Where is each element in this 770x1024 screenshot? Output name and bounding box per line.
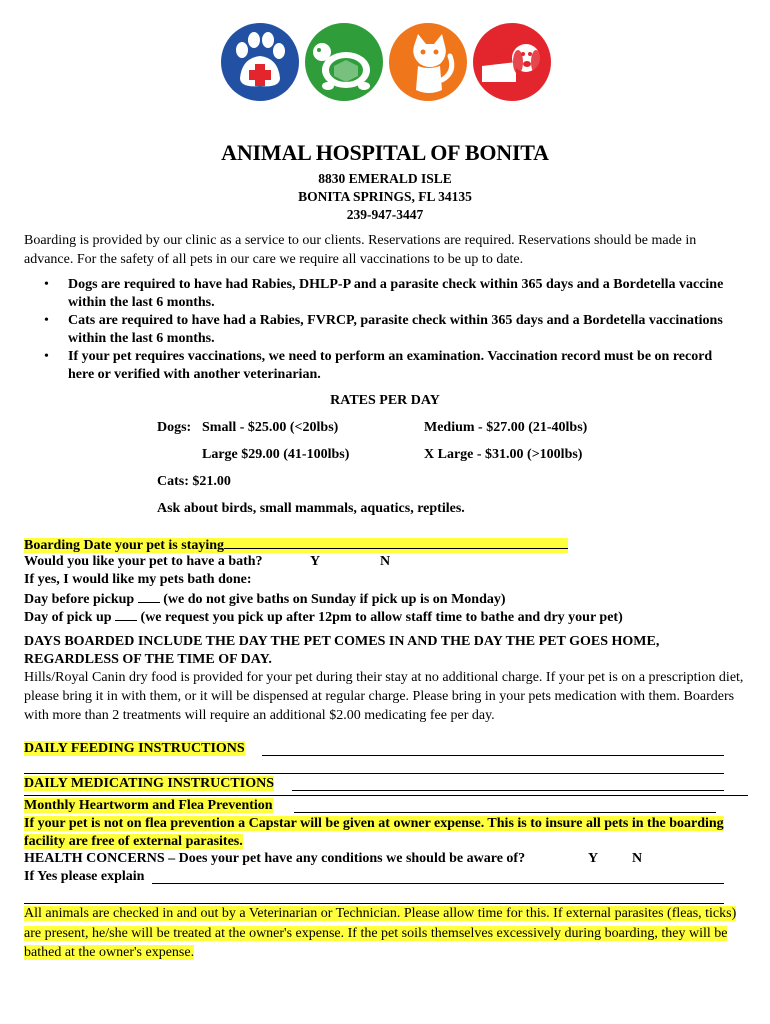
requirement-dogs (24, 276, 740, 312)
feeding-instructions-field[interactable] (262, 755, 724, 756)
rate-large: Large $29.00 (41-100lbs) (202, 447, 350, 462)
logo-row (0, 22, 770, 106)
bullet: • (44, 277, 49, 292)
health-concerns-row (24, 851, 643, 867)
rate-small: Small - $25.00 (<20lbs) (202, 420, 339, 435)
bath-question-row (24, 554, 391, 570)
bath-done-label: If yes, I would like my pets bath done: (24, 572, 252, 587)
footer-text: All animals are checked in and out by a Veterinarian or Technician. Please allow time for this. If external parasites (fleas, ticks) are present, he/she will be treated at the owner's expense. If the pet soils themselves excessively during boarding, they will be bathed at the owner's expense. (24, 906, 737, 960)
feeding-instructions-row (24, 741, 245, 757)
vaccination-requirements (24, 276, 740, 384)
capstar-text: If your pet is not on flea prevention a Capstar will be given at owner expense. This is to insure all pets in the boarding facility are free of external parasites. (24, 816, 724, 849)
health-yes-option[interactable]: Y (588, 851, 599, 866)
bath-question-label: Would you like your pet to have a bath? (24, 554, 263, 569)
heartworm-row (24, 798, 273, 814)
day-before-row (24, 590, 506, 608)
day-before-field[interactable] (138, 590, 160, 603)
explain-field[interactable] (152, 883, 724, 884)
days-boarded-notice: DAYS BOARDED INCLUDE THE DAY THE PET COMES IN AND THE DAY THE PET GOES HOME, REGARDLESS OF THE TIME OF DAY. (24, 634, 660, 667)
requirement-cats (24, 312, 740, 348)
boarding-intro: Boarding is provided by our clinic as a service to our clients. Reservations are required. Reservations should be made in advance. For the safety of all pets in our care we require all vaccinations to be up to date. (24, 233, 697, 267)
feeding-instructions-label: DAILY FEEDING INSTRUCTIONS (24, 741, 245, 756)
day-of-note: (we request you pick up after 12pm to allow staff time to bathe and dry your pet) (140, 610, 623, 625)
medicating-instructions-label: DAILY MEDICATING INSTRUCTIONS (24, 776, 274, 791)
day-before-label: Day before pickup (24, 592, 135, 607)
rate-cats: Cats: $21.00 (157, 474, 231, 489)
requirement-text: Dogs are required to have had Rabies, DHLP-P and a parasite check within 365 days and a Bordetella vaccine within the last 6 months. (68, 277, 724, 310)
day-before-note: (we do not give baths on Sunday if pick up is on Monday) (163, 592, 506, 607)
explain-row (24, 869, 144, 885)
dog-icon (472, 22, 552, 102)
food-medication-info: Hills/Royal Canin dry food is provided for your pet during their stay at no additional charge. If your pet is on a prescription diet, please bring it in with them, or it will be dispensed at regular charge. Please bring in your pets medication with them. Boarders with more than 2 treatments will require an additional $2.00 medicating fee per day. (24, 670, 744, 723)
boarding-date-row (24, 536, 568, 554)
requirement-text: Cats are required to have had a Rabies, FVRCP, parasite check within 365 days and a Bordetella vaccinations within the last 6 months. (68, 313, 723, 346)
bullet: • (44, 313, 49, 328)
divider (24, 795, 748, 796)
health-concerns-label: HEALTH CONCERNS – Does your pet have any conditions we should be aware of? (24, 851, 526, 866)
day-of-label: Day of pick up (24, 610, 112, 625)
day-of-row (24, 608, 623, 626)
paw-medical-cross-icon (220, 22, 300, 102)
address-city: BONITA SPRINGS, FL 34135 (298, 189, 472, 204)
capstar-notice (24, 815, 724, 851)
feeding-instructions-field-2[interactable] (24, 773, 724, 774)
rate-medium: Medium - $27.00 (21-40lbs) (424, 420, 588, 435)
bullet: • (44, 349, 49, 364)
bath-no-option[interactable]: N (380, 554, 391, 569)
explain-label: If Yes please explain (24, 869, 145, 884)
cat-icon (388, 22, 468, 102)
rate-xlarge: X Large - $31.00 (>100lbs) (424, 447, 583, 462)
dogs-label: Dogs: (157, 420, 192, 435)
rates-heading: RATES PER DAY (330, 393, 440, 408)
heartworm-label: Monthly Heartworm and Flea Prevention (24, 798, 273, 813)
health-no-option[interactable]: N (632, 851, 643, 866)
boarding-date-field[interactable] (224, 536, 568, 549)
medicating-instructions-field[interactable] (292, 790, 724, 791)
boarding-date-label: Boarding Date your pet is staying (24, 538, 225, 553)
requirement-text: If your pet requires vaccinations, we need to perform an examination. Vaccination record must be on record here or verified with another veterinarian. (68, 349, 713, 382)
footer-notice (24, 904, 744, 963)
turtle-icon (304, 22, 384, 102)
bath-yes-option[interactable]: Y (310, 554, 321, 569)
requirement-exam (24, 348, 740, 384)
day-of-field[interactable] (115, 608, 137, 621)
rate-other-animals: Ask about birds, small mammals, aquatics, reptiles. (157, 501, 465, 516)
address-street: 8830 EMERALD ISLE (318, 171, 452, 186)
clinic-name: ANIMAL HOSPITAL OF BONITA (221, 140, 549, 165)
clinic-phone: 239-947-3447 (346, 207, 424, 222)
medicating-instructions-row (24, 776, 274, 792)
heartworm-field[interactable] (294, 812, 716, 813)
